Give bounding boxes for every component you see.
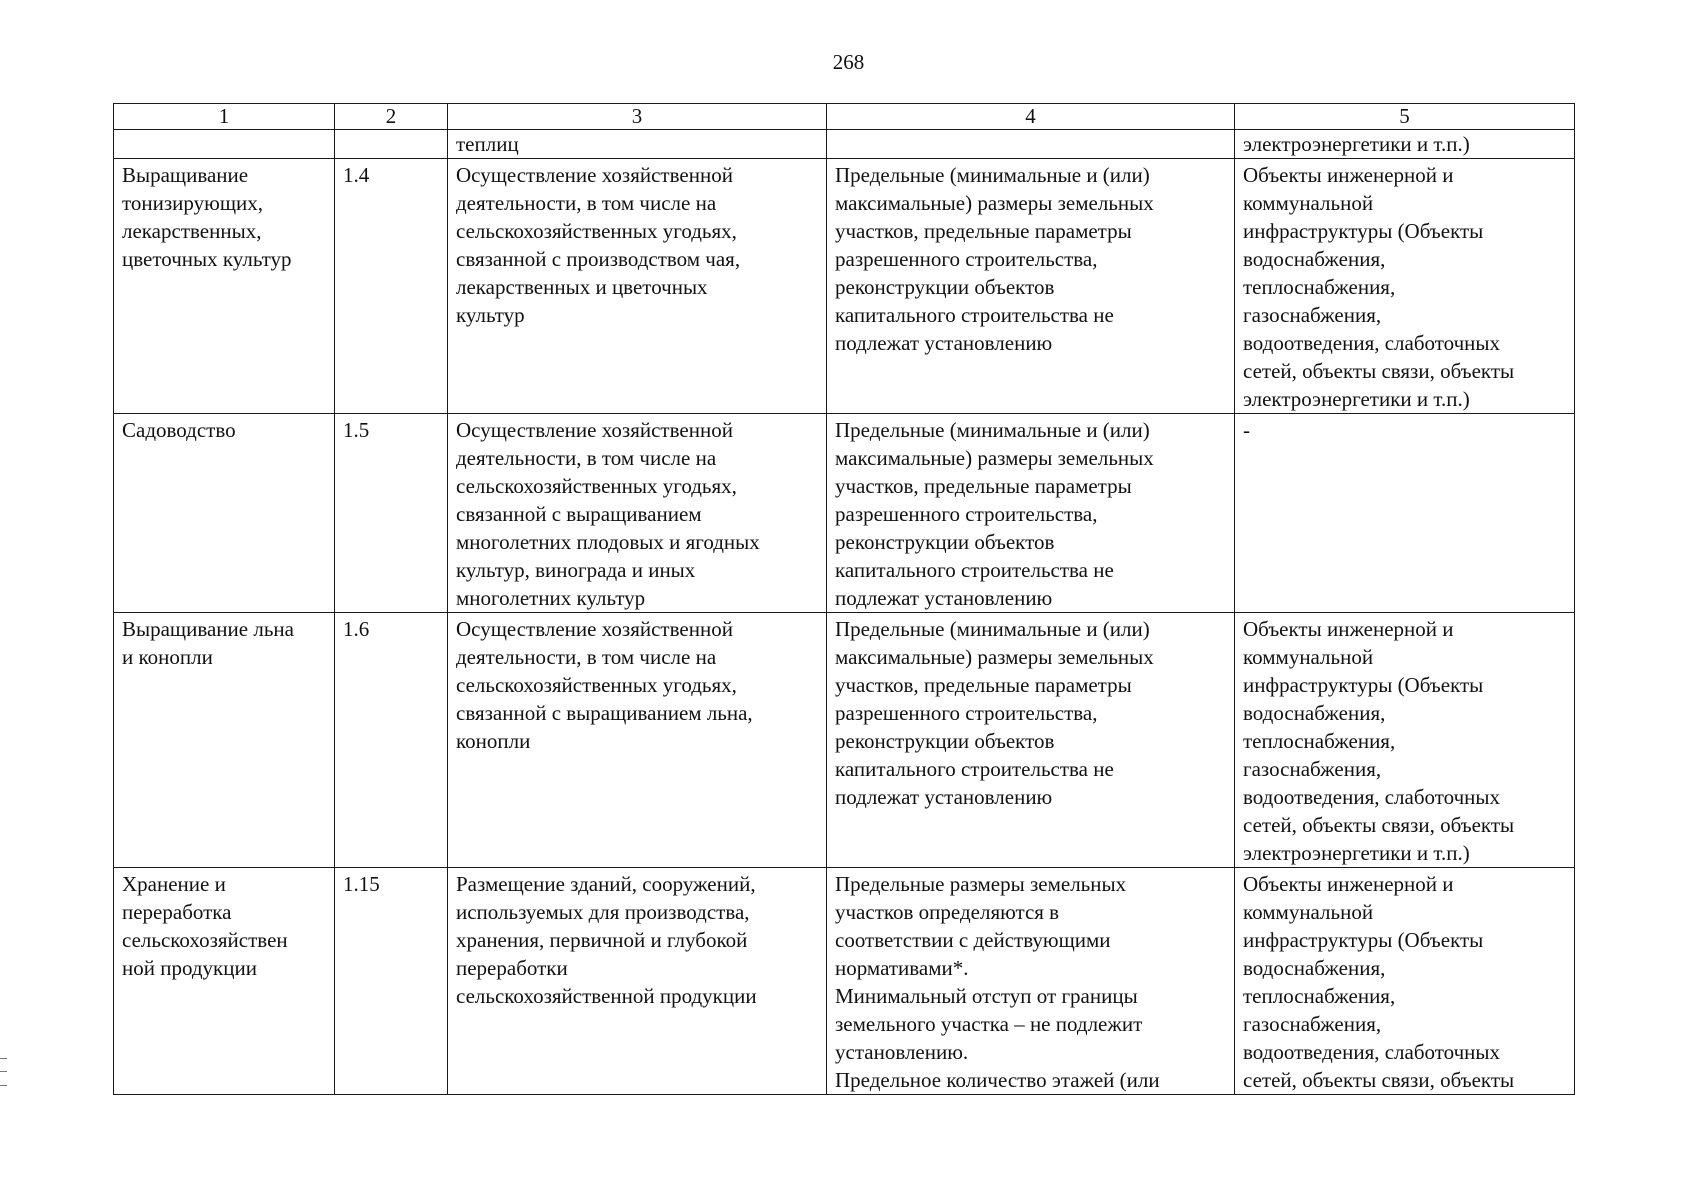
header-cell: 4 (827, 104, 1235, 130)
use-name-cell (114, 613, 335, 868)
use-infrastructure: - (1243, 418, 1250, 442)
parameters-cell (827, 613, 1235, 868)
use-description: Осуществление хозяйственной деятельности, в том числе на сельскохозяйственных угодьях, связанной с производством чая, лекарственных и цветочных культур (456, 163, 741, 327)
use-parameters: Предельные размеры земельных участков определяются в соответствии с действующими нормативами*. Минимальный отступ от границы земельного участка – не подлежит установлению. Предельное количество этажей (или (835, 872, 1160, 1092)
use-name: Выращивание тонизирующих, лекарственных, цветочных культур (122, 163, 292, 271)
use-parameters: Предельные (минимальные и (или) максимальные) размеры земельных участков, предельные параметры разрешенного строительства, реконструкции объектов капитального строительства не подлежат установлению (835, 163, 1154, 355)
infrastructure-cell (1235, 159, 1575, 414)
table-row (114, 159, 1575, 414)
use-code-cell (335, 414, 448, 613)
use-description: Осуществление хозяйственной деятельности, в том числе на сельскохозяйственных угодьях, связанной с выращиванием льна, конопли (456, 617, 753, 753)
use-name-cell (114, 414, 335, 613)
parameters-cell (827, 868, 1235, 1095)
parameters-cell (827, 159, 1235, 414)
description-cell (448, 159, 827, 414)
use-name-cell (114, 868, 335, 1095)
use-description: Размещение зданий, сооружений, используемых для производства, хранения, первичной и глубокой переработки сельскохозяйственной продукции (456, 872, 757, 1008)
table-cell: электроэнергетики и т.п.) (1235, 130, 1575, 159)
use-code: 1.4 (343, 163, 370, 187)
use-code-cell (335, 613, 448, 868)
infrastructure-cell (1235, 414, 1575, 613)
use-infrastructure: Объекты инженерной и коммунальной инфраструктуры (Объекты водоснабжения, теплоснабжения, газоснабжения, водоотведения, слаботочных сетей, объекты связи, объекты электроэнергетики и т.п.) (1243, 617, 1515, 865)
table-cell: теплиц (448, 130, 827, 159)
table-row (114, 613, 1575, 868)
infrastructure-cell (1235, 613, 1575, 868)
table-cell (114, 130, 335, 159)
description-cell (448, 868, 827, 1095)
infrastructure-cell (1235, 868, 1575, 1095)
table-row (114, 414, 1575, 613)
header-cell: 5 (1235, 104, 1575, 130)
use-code-cell (335, 159, 448, 414)
table-cell (827, 130, 1235, 159)
use-name: Хранение и переработка сельскохозяйствен ной продукции (122, 872, 288, 980)
parameters-cell (827, 414, 1235, 613)
continuation-row (114, 130, 1575, 159)
use-infrastructure: Объекты инженерной и коммунальной инфраструктуры (Объекты водоснабжения, теплоснабжения, газоснабжения, водоотведения, слаботочных сетей, объекты связи, объекты электроэнергетики и т.п.) (1243, 163, 1515, 411)
use-code: 1.5 (343, 418, 370, 442)
land-use-table (113, 103, 1575, 1095)
table-row (114, 868, 1575, 1095)
header-cell: 1 (114, 104, 335, 130)
use-code-cell (335, 868, 448, 1095)
use-parameters: Предельные (минимальные и (или) максимальные) размеры земельных участков, предельные параметры разрешенного строительства, реконструкции объектов капитального строительства не подлежат установлению (835, 418, 1154, 610)
use-name-cell (114, 159, 335, 414)
table-cell (335, 130, 448, 159)
header-cell: 3 (448, 104, 827, 130)
use-infrastructure: Объекты инженерной и коммунальной инфраструктуры (Объекты водоснабжения, теплоснабжения, газоснабжения, водоотведения, слаботочных сетей, объекты связи, объекты (1243, 872, 1515, 1092)
use-name: Выращивание льна и конопли (122, 617, 294, 669)
description-cell (448, 613, 827, 868)
use-code: 1.6 (343, 617, 370, 641)
description-cell (448, 414, 827, 613)
header-cell: 2 (335, 104, 448, 130)
use-description: Осуществление хозяйственной деятельности, в том числе на сельскохозяйственных угодьях, связанной с выращиванием многолетних плодовых и ягодных культур, винограда и иных многолетних культур (456, 418, 760, 610)
table-header-row (114, 104, 1575, 130)
use-parameters: Предельные (минимальные и (или) максимальные) размеры земельных участков, предельные параметры разрешенного строительства, реконструкции объектов капитального строительства не подлежат установлению (835, 617, 1154, 809)
use-code: 1.15 (343, 872, 380, 896)
use-name: Садоводство (122, 418, 236, 442)
page-number: 268 (832, 50, 865, 74)
binding-margin-mark (0, 1058, 7, 1086)
